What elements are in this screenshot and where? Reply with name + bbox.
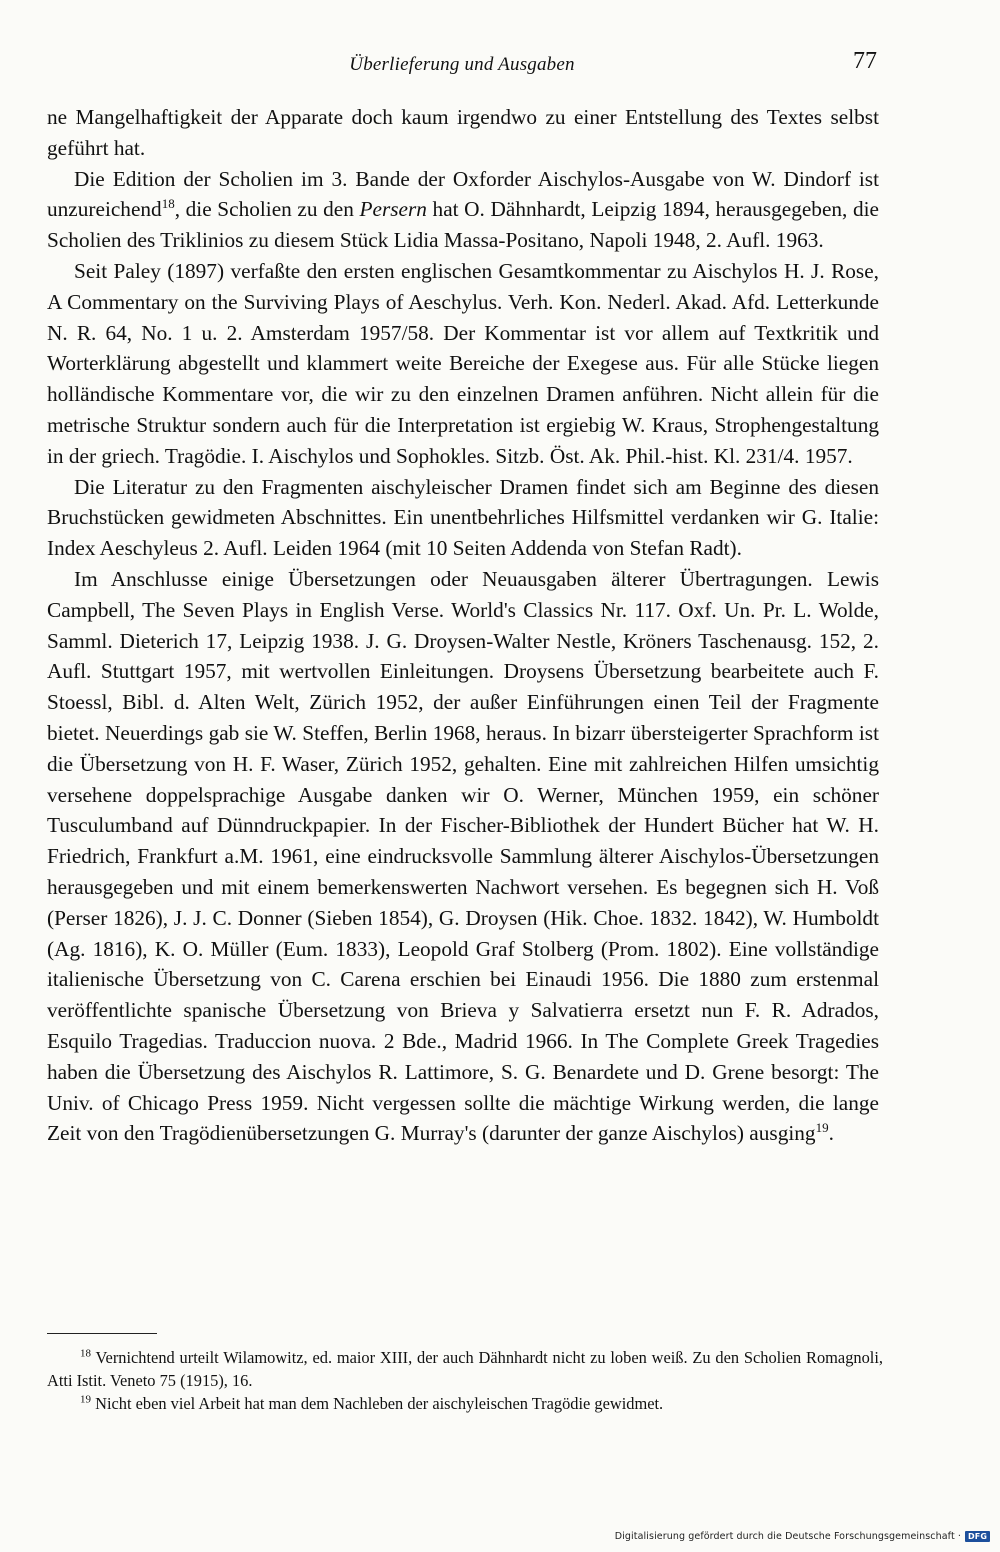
paragraph-text: Die Edition der Scholien im 3. Bande der Oxforder Aischylos-Ausgabe von W. Dindorf ist unzureichend (47, 166, 879, 222)
dfg-logo-icon: DFG (965, 1531, 990, 1542)
footnote-text: Nicht eben viel Arbeit hat man dem Nachleben der aischyleischen Tragödie gewidmet. (95, 1394, 664, 1413)
footnote-marker: 19 (80, 1393, 91, 1406)
footnote-19 (47, 1392, 883, 1415)
paragraph-text: . (828, 1121, 834, 1146)
italic-title: Persern (359, 197, 427, 222)
paragraph-3 (47, 256, 879, 472)
running-title: Überlieferung und Ausgaben (349, 54, 575, 75)
footnotes (47, 1346, 883, 1415)
paragraph-text: Die Literatur zu den Fragmenten aischyleischer Dramen findet sich am Beginne des diesen Bruchstücken gewidmeten Abschnittes. Ein unentbehrliches Hilfsmittel verdanken wir G. Italie: Index Aeschyleus 2. Aufl. Leiden 1964 (mit 10 Seiten Addenda von Stefan Radt). (47, 474, 879, 561)
paragraph-2 (47, 164, 879, 256)
paragraph-text: Im Anschlusse einige Übersetzungen oder Neuausgaben älterer Übertragungen. Lewis Campbell, The Seven Plays in English Verse. World's Classics Nr. 117. Oxf. Un. Pr. L. Wolde, Samml. Dieterich 17, Leipzig 1938. J. G. Droysen-Walter Nestle, Kröners Taschenausg. 152, 2. Aufl. Stuttgart 1957, mit wertvollen Einleitungen. Droysens Übersetzung bearbeitete auch F. Stoessl, Bibl. d. Alten Welt, Zürich 1952, der außer Einführungen einen Teil der Fragmente bietet. Neuerdings gab sie W. Steffen, Berlin 1968, heraus. In bizarr übersteigerter Sprachform ist die Übersetzung von H. F. Waser, Zürich 1952, gehalten. Eine mit zahlreichen Hilfen umsichtig versehene doppelsprachige Ausgabe danken wir O. Werner, München 1959, ein schöner Tusculumband auf Dünndruckpapier. In der Fischer-Bibliothek der Hundert Bücher hat W. H. Friedrich, Frankfurt a.M. 1961, eine eindrucksvolle Sammlung älterer Aischylos-Übersetzungen herausgegeben und mit einem bemerkenswerten Nachwort versehen. Es begegnen sich H. Voß (Perser 1826), J. J. C. Donner (Sieben 1854), G. Droysen (Hik. Choe. 1832. 1842), W. Humboldt (Ag. 1816), K. O. Müller (Eum. 1833), Leopold Graf Stolberg (Prom. 1802). Eine vollständige italienische Übersetzung von C. Carena erschien bei Einaudi 1956. Die 1880 zum erstenmal veröffentlichte spanische Übersetzung von Brieva y Salvatierra ersetzt nun F. R. Adrados, Esquilo Tragedias. Traduccion nuova. 2 Bde., Madrid 1966. In The Complete Greek Tragedies haben die Übersetzung des Aischylos R. Lattimore, S. G. Benardete und D. Grene besorgt: The Univ. of Chicago Press 1959. Nicht vergessen sollte die mächtige Wirkung werden, die lange Zeit von den Tragödienübersetzungen G. Murray's (darunter der ganze Aischylos) ausging (47, 566, 879, 1146)
page-number: 77 (853, 48, 877, 74)
paragraph-text: Seit Paley (1897) verfaßte den ersten englischen Gesamtkommentar zu Aischylos H. J. Rose, A Commentary on the Surviving Plays of Aeschylus. Verh. Kon. Nederl. Akad. Afd. Letterkunde N. R. 64, No. 1 u. 2. Amsterdam 1957/58. Der Kommentar ist vor allem auf Textkritik und Worterklärung abgestellt und klammert weite Bereiche der Exegese aus. Für alle Stücke liegen holländische Kommentare vor, die wir zu den einzelnen Dramen anführen. Nicht allein für die metrische Struktur sondern auch für die Interpretation ist ergiebig W. Kraus, Strophengestaltung in der griech. Tragödie. I. Aischylos und Sophokles. Sitzb. Öst. Ak. Phil.-hist. Kl. 231/4. 1957. (47, 258, 879, 468)
footnote-marker: 18 (80, 1347, 91, 1360)
paragraph-text: ne Mangelhaftigkeit der Apparate doch kaum irgendwo zu einer Entstellung des Textes selbst geführt hat. (47, 105, 879, 160)
running-head (47, 48, 877, 80)
body-text (47, 102, 879, 1149)
paragraph-4 (47, 472, 879, 564)
credit-text: Digitalisierung gefördert durch die Deutsche Forschungsgemeinschaft · (614, 1531, 962, 1542)
paragraph-1 (47, 102, 879, 164)
paragraph-text: , die Scholien zu den (174, 197, 360, 222)
footnote-divider (47, 1333, 157, 1334)
footnote-text: Vernichtend urteilt Wilamowitz, ed. maior XIII, der auch Dähnhardt nicht zu loben weiß. Zu den Scholien Romagnoli, Atti Istit. Veneto 75 (1915), 16. (47, 1348, 883, 1390)
footnote-18 (47, 1346, 883, 1392)
footnote-ref-18[interactable]: 18 (161, 196, 175, 212)
paragraph-5 (47, 564, 879, 1149)
paragraph-text: hat O. Dähnhardt, Leipzig 1894, herausgegeben, die Scholien des Triklinios zu diesem Stück Lidia Massa-Positano, Napoli 1948, 2. Aufl. 1963. (47, 197, 879, 253)
digitization-credit (615, 1531, 990, 1542)
footnote-ref-19[interactable]: 19 (815, 1120, 829, 1136)
